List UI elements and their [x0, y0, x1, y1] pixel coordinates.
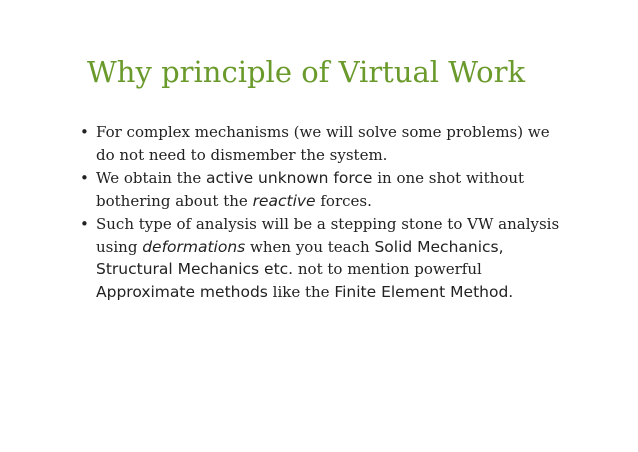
bullet-text: forces. [315, 191, 372, 210]
bullet-text: We obtain the [96, 169, 207, 187]
bullet-list [80, 121, 560, 304]
emphasis-approximate-methods: Approximate methods [96, 282, 268, 301]
emphasis-finite-element-method: Finite Element Method. [334, 282, 514, 301]
bullet-text: not to mention powerful [293, 260, 482, 278]
emphasis-deformations: deformations [142, 237, 246, 256]
emphasis-reactive: reactive [252, 191, 316, 210]
bullet-icon: • [80, 215, 89, 233]
bullet-item-2 [80, 167, 560, 212]
bullet-icon: • [80, 123, 89, 141]
bullet-item-3 [80, 213, 560, 303]
bullet-text: Such type of analysis will be a stepping stone to VW analysis using [96, 215, 560, 256]
bullet-text: For complex mechanisms (we will solve some problems) we do not need to dismember the system. [96, 123, 550, 164]
bullet-icon: • [80, 169, 89, 187]
emphasis-mechanics-courses: Solid Mechanics, Structural Mechanics etc. [96, 237, 504, 278]
bullet-item-1 [80, 121, 560, 166]
emphasis-active-unknown-force: active unknown force [206, 169, 373, 187]
slide-title: Why principle of Virtual Work [87, 55, 526, 89]
bullet-text: when you teach [245, 237, 375, 256]
bullet-text: like the [267, 282, 335, 301]
bullet-text: in one shot without bothering about the [96, 169, 525, 210]
